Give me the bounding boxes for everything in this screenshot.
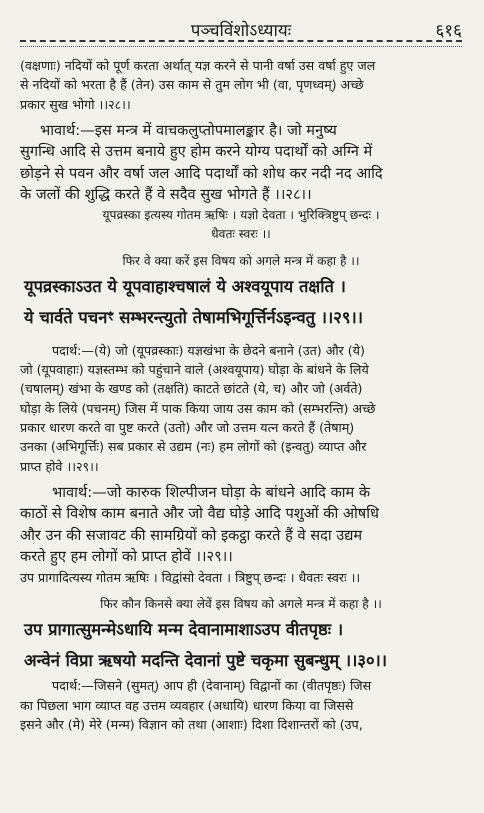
bhavarth-28 xyxy=(20,120,462,206)
text-line: (चषालम्) खंभा के खण्ड को (तक्षति) काटते छांटते (ये, च) और जो (अर्वते) xyxy=(20,381,363,397)
header-rule xyxy=(20,42,462,47)
mantra-line: उप प्रागात्सुमन्मेऽधायि मन्म देवानामाशाऽउप वीतपृष्ठः । xyxy=(24,620,344,640)
padarth-continuation xyxy=(20,56,462,114)
mantra-29 xyxy=(20,271,462,333)
text-line: पदार्थ:—जिसने (सुमत्) आप ही (देवानाम्) विद्वानों का (वीतपृष्ठः) जिस xyxy=(52,678,372,694)
rishi-devata-30: उप प्रागादित्यस्य गोतम ऋषिः । विद्वांसो देवता । त्रिष्टुप् छन्दः । धैवतः स्वरः ।। xyxy=(20,569,361,585)
page-number: ६१६ xyxy=(435,21,462,41)
text-line: का पिछला भाग व्याप्त वह उत्तम व्यवहार (अधायि) धारण किया वा जिससे xyxy=(20,697,354,713)
padarth-29 xyxy=(20,341,462,476)
text-line: पदार्थ:—(ये) जो (यूपव्रस्काः) यज्ञखंभा के छेदने बनाने (उत) और (ये) xyxy=(52,342,365,358)
chapter-title: पञ्चविंशोऽध्यायः xyxy=(190,21,292,41)
text-line: (वक्षणाः) नदियों को पूर्ण करता अर्थात् यज्ञ करने से पानी वर्षा उस वर्षा हुए जल xyxy=(20,58,376,73)
text-line: यूपव्रस्का इत्यस्य गोतम ऋषिः । यज्ञो देवता । भुरिक्त्रिष्टुप् छन्दः । xyxy=(102,207,380,222)
text-line: भावार्थ:—जो कारुक शिल्पीजन घोड़ा के बांधने आदि काम के xyxy=(52,483,371,501)
text-line: उनका (अभिगूर्त्तिः) सब प्रकार से उद्यम (नः) हम लोगों को (इन्वतु) व्याप्त और xyxy=(20,439,367,455)
padarth-30 xyxy=(20,676,462,734)
text-line: प्रकार सुख भोगो ।।२८।। xyxy=(20,96,131,112)
rishi-devata-29 xyxy=(20,206,462,244)
text-line: और उन की सजावट की सामग्रियों को इकट्ठा करते हैं वे सदा उद्यम xyxy=(20,526,363,544)
mantra-line: अन्वेनं विप्रा ऋषयो मदन्ति देवानां पुष्टे चकृमा सुबन्धुम् ।।३०।। xyxy=(24,651,388,671)
text-line: धैवतः स्वरः ।। xyxy=(211,226,271,241)
text-line: छोड़ने से पवन और वर्षा जल आदि पदार्थों को शोध कर नदी नद आदि xyxy=(20,164,383,182)
page-body xyxy=(20,56,462,734)
text-line: काठों से विशेष काम बनाते और जो वैद्य घोड़े आदि पशुओं की ओषधि xyxy=(20,505,379,523)
text-line: घोड़ा के लिये (पचनम्) जिस में पाक किया जाय उस काम को (सम्भरन्ति) अच्छे xyxy=(20,400,376,416)
text-line: प्राप्त होवे ।।२९।। xyxy=(20,458,99,474)
text-line: जो (यूपवाहाः) यज्ञस्तम्भ को पहुंचाने वाले (अश्वयूपाय) घोड़ा के बांधने के लिये xyxy=(20,362,369,378)
text-line: सुगन्धि आदि से उत्तम बनाये हुए होम करने योग्य पदार्थों को अग्नि में xyxy=(20,143,373,161)
page-header xyxy=(20,14,462,42)
text-line: के जलों की शुद्धि करते हैं वे सदैव सुख भोगते हैं ।।२८।। xyxy=(20,186,312,204)
text-line: प्रकार धारण करते वा पुष्ट करते (उतो) और जो उत्तम यत्न करते हैं (तेषाम्) xyxy=(20,420,355,436)
text-line: इसने और (मे) मेरे (मन्म) विज्ञान को तथा (आशाः) दिशा दिशान्तरों को (उप, xyxy=(20,716,363,732)
text-line: करते हुए हम लोगों को प्राप्त होवें ।।२९।। xyxy=(20,548,233,566)
text-line: से नदियों को भरता है हैं (तेन) उस काम से तुम लोग भी (वा, पृणध्वम्) अच्छे xyxy=(20,77,364,93)
prastav-30: फिर कौन किनसे क्या लेवें इस विषय को अगले मन्त्र में कहा है ।। xyxy=(100,597,382,612)
mantra-line: यूपव्रस्काऽउत ये यूपवाहाश्चषालं ये अश्वयूपाय तक्षति । xyxy=(24,276,346,296)
bhavarth-29 xyxy=(20,482,462,568)
text-line: भावार्थ:—इस मन्त्र में वाचकलुप्तोपमालङ्कार है। जो मनुष्य xyxy=(40,121,337,139)
mantra-line: ये चार्वते पचनꣳ सम्भरन्त्युतो तेषामभिगूर्त्तिर्नऽइन्वतु ।।२९।। xyxy=(24,307,363,327)
prastav-29: फिर वे क्या करें इस विषय को अगले मन्त्र में कहा है ।। xyxy=(122,253,360,268)
mantra-30 xyxy=(20,614,462,676)
